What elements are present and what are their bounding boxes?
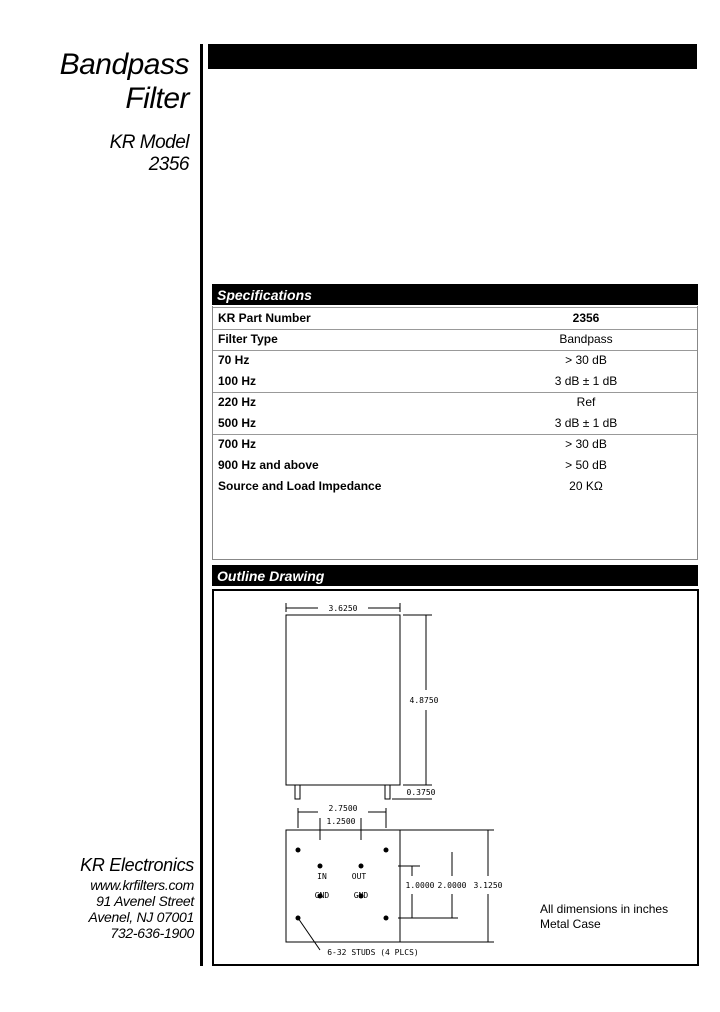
out-label: OUT bbox=[351, 872, 367, 881]
company-name: KR Electronics bbox=[80, 855, 194, 875]
row-value: 3 dB ± 1 dB bbox=[554, 374, 618, 388]
table-row bbox=[213, 350, 697, 371]
table-row bbox=[213, 392, 697, 413]
title-line-1: Bandpass bbox=[59, 48, 189, 81]
dimensions-note: All dimensions in inches bbox=[540, 902, 669, 916]
model-number: 2356 bbox=[148, 154, 189, 175]
dim-d4-label: 2.0000 bbox=[437, 881, 467, 890]
dim-stud-label: 0.3750 bbox=[406, 788, 436, 797]
dim-d5-label: 3.1250 bbox=[473, 881, 503, 890]
street-address: 91 Avenel Street bbox=[96, 893, 194, 909]
city-address: Avenel, NJ 07001 bbox=[88, 909, 194, 925]
row-label: Filter Type bbox=[218, 332, 278, 346]
gnd-label: GND bbox=[353, 891, 369, 900]
row-value: Ref bbox=[576, 395, 596, 409]
header-value: 2356 bbox=[572, 311, 600, 325]
row-label: 70 Hz bbox=[218, 353, 250, 367]
dim-height-label: 4.8750 bbox=[409, 696, 439, 705]
top-banner-bar bbox=[208, 44, 697, 69]
phone-number: 732-636-1900 bbox=[110, 925, 194, 941]
vertical-divider bbox=[200, 44, 203, 966]
row-label: 100 Hz bbox=[218, 374, 257, 388]
outline-drawing-heading: Outline Drawing bbox=[212, 565, 698, 586]
row-value: > 50 dB bbox=[565, 458, 607, 472]
row-value: 20 KΩ bbox=[569, 479, 603, 493]
table-row bbox=[213, 455, 697, 476]
model-label: KR Model bbox=[109, 132, 189, 153]
row-value: > 30 dB bbox=[565, 353, 607, 367]
website-link[interactable]: www.krfilters.com bbox=[90, 877, 194, 893]
specifications-table bbox=[212, 306, 698, 560]
header-label: KR Part Number bbox=[218, 311, 311, 325]
studs-label: 6-32 STUDS (4 PLCS) bbox=[327, 948, 419, 957]
row-label: 900 Hz and above bbox=[218, 458, 319, 472]
table-row bbox=[213, 329, 697, 350]
row-value: Bandpass bbox=[559, 332, 613, 346]
table-header-row bbox=[213, 308, 697, 329]
dim-d3-label: 1.0000 bbox=[405, 881, 435, 890]
case-side-view bbox=[286, 615, 400, 785]
specifications-heading: Specifications bbox=[212, 284, 698, 305]
row-label: 500 Hz bbox=[218, 416, 257, 430]
row-value: 3 dB ± 1 dB bbox=[554, 416, 618, 430]
table-row bbox=[213, 476, 697, 497]
row-value: > 30 dB bbox=[565, 437, 607, 451]
table-row bbox=[213, 371, 697, 392]
dim-d1-label: 2.7500 bbox=[328, 804, 358, 813]
dim-width-label: 3.6250 bbox=[328, 604, 358, 613]
stud-left bbox=[295, 785, 300, 799]
row-label: Source and Load Impedance bbox=[218, 479, 382, 493]
row-label: 700 Hz bbox=[218, 437, 257, 451]
table-row bbox=[213, 434, 697, 455]
table-row bbox=[213, 413, 697, 434]
case-note: Metal Case bbox=[540, 917, 601, 931]
stud-right bbox=[385, 785, 390, 799]
dim-d2-label: 1.2500 bbox=[326, 817, 356, 826]
in-label: IN bbox=[317, 872, 327, 881]
row-label: 220 Hz bbox=[218, 395, 257, 409]
title-line-2: Filter bbox=[125, 82, 189, 115]
gnd-label: GND bbox=[314, 891, 330, 900]
